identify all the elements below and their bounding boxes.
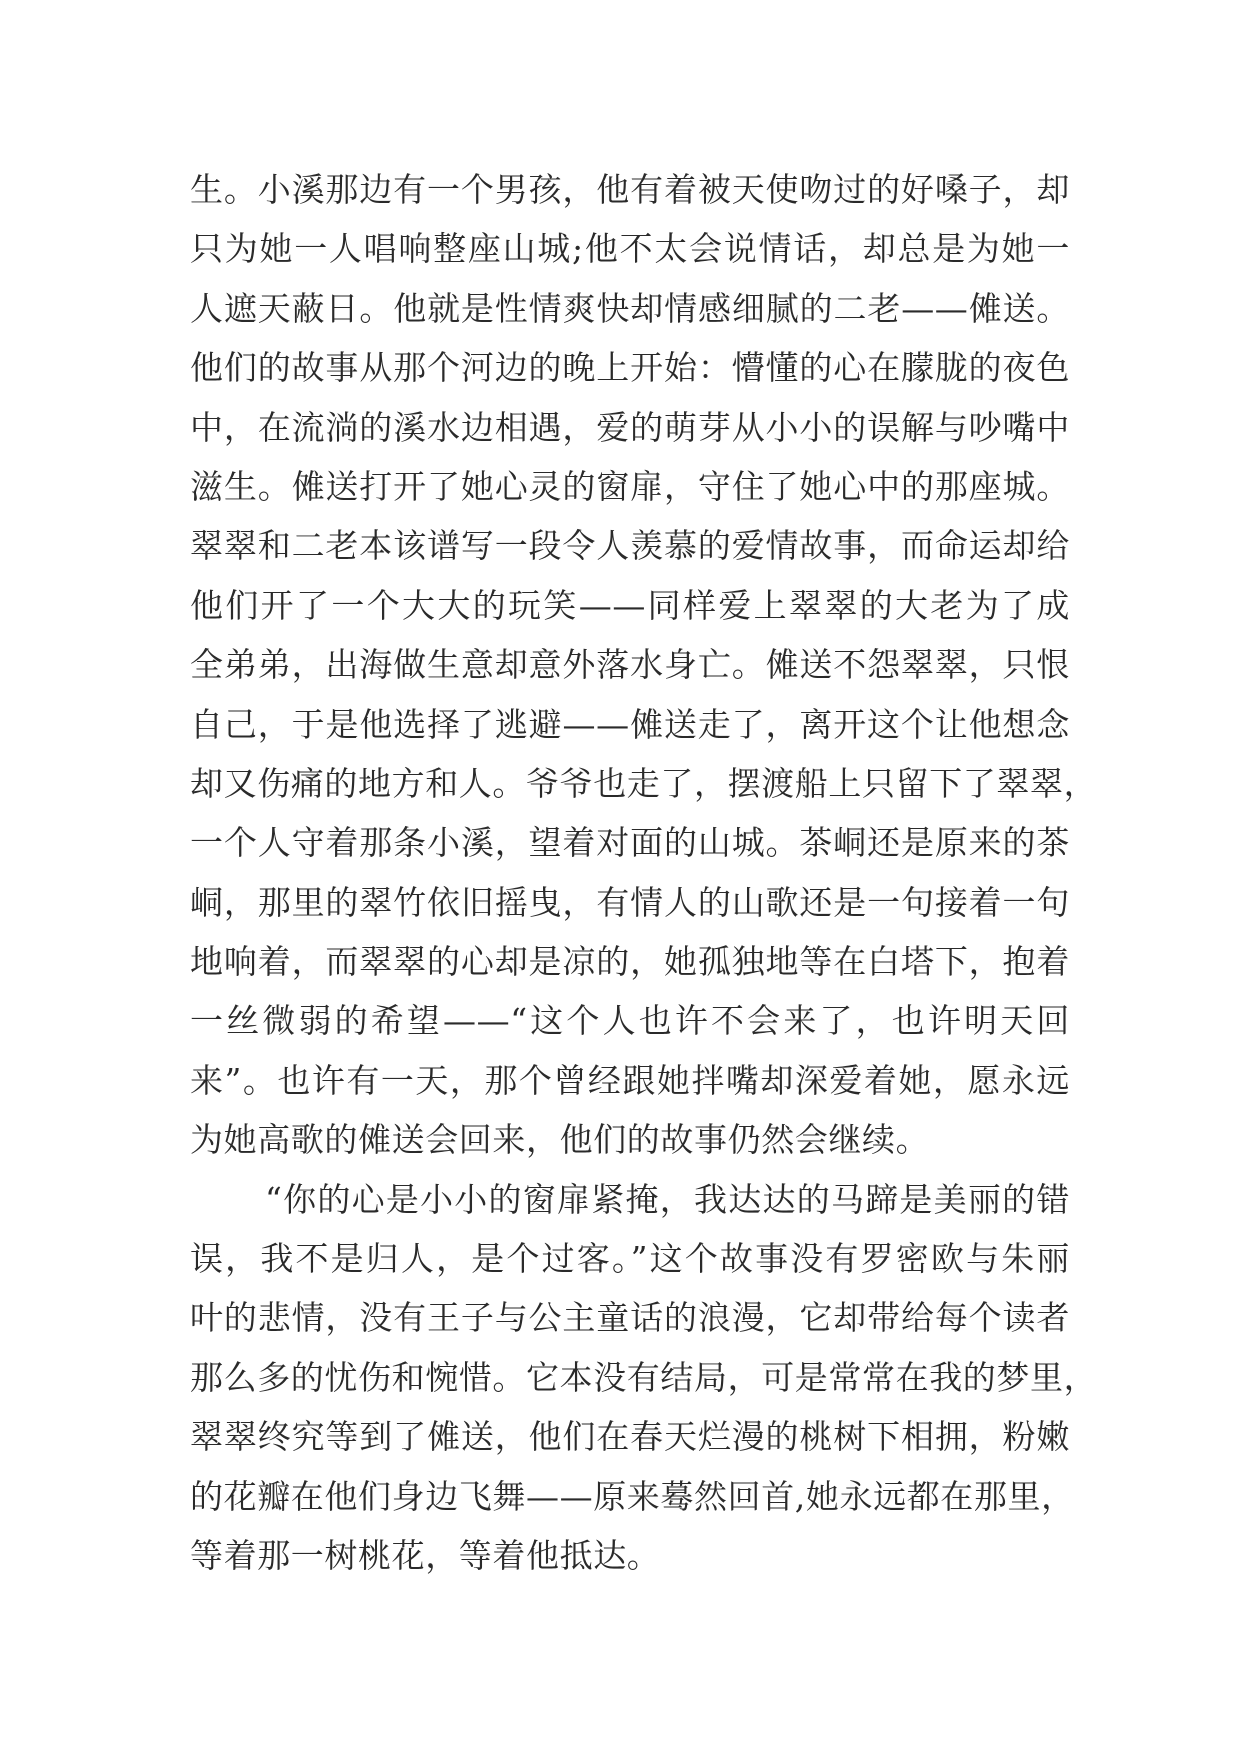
paragraph-1 [190, 160, 1098, 1170]
text-line: 为她高歌的傩送会回来，他们的故事仍然会继续。 [190, 1120, 930, 1160]
text-line: 来”。也许有一天，那个曾经跟她拌嘴却深爱着她，愿永远 [190, 1060, 1070, 1100]
text-line: 只为她一人唱响整座山城;他不太会说情话，却总是为她一 [190, 229, 1070, 269]
text-line: 人遮天蔽日。他就是性情爽快却情感细腻的二老——傩送。 [190, 288, 1070, 328]
text-line: 地响着，而翠翠的心却是凉的，她孤独地等在白塔下，抱着 [190, 942, 1070, 982]
text-line: 全弟弟，出海做生意却意外落水身亡。傩送不怨翠翠，只恨 [190, 645, 1070, 685]
text-line: 他们开了一个大大的玩笑——同样爱上翠翠的大老为了成 [190, 585, 1070, 625]
text-line: 滋生。傩送打开了她心灵的窗扉，守住了她心中的那座城。 [190, 466, 1070, 506]
text-line: 自己，于是他选择了逃避——傩送走了，离开这个让他想念 [190, 704, 1070, 744]
text-line: 峒，那里的翠竹依旧摇曳，有情人的山歌还是一句接着一句 [190, 882, 1070, 922]
text-line: 那么多的忧伤和惋惜。它本没有结局，可是常常在我的梦里， [190, 1357, 1098, 1397]
text-line: 生。小溪那边有一个男孩，他有着被天使吻过的好嗓子，却 [190, 170, 1070, 209]
text-line: 一个人守着那条小溪，望着对面的山城。茶峒还是原来的茶 [190, 823, 1070, 863]
text-line: 叶的悲情，没有王子与公主童话的浪漫，它却带给每个读者 [190, 1298, 1070, 1338]
text-line: 误，我不是归人，是个过客。”这个故事没有罗密欧与朱丽 [190, 1239, 1070, 1279]
paragraph-2 [190, 1170, 1098, 1586]
text-line: 翠翠和二老本该谱写一段令人羡慕的爱情故事，而命运却给 [190, 526, 1070, 566]
text-line: “你的心是小小的窗扉紧掩，我达达的马蹄是美丽的错 [265, 1179, 1070, 1219]
text-line: 翠翠终究等到了傩送，他们在春天烂漫的桃树下相拥，粉嫩 [190, 1417, 1070, 1457]
text-line: 的花瓣在他们身边飞舞——原来蓦然回首,她永远都在那里， [190, 1476, 1075, 1516]
text-line: 等着那一树桃花，等着他抵达。 [190, 1535, 661, 1575]
text-line: 却又伤痛的地方和人。爷爷也走了，摆渡船上只留下了翠翠， [190, 763, 1098, 803]
text-line: 一丝微弱的希望——“这个人也许不会来了，也许明天回 [190, 1001, 1070, 1041]
text-line: 中，在流淌的溪水边相遇，爱的萌芽从小小的误解与吵嘴中 [190, 407, 1070, 447]
body-text [190, 160, 1098, 1585]
text-line: 他们的故事从那个河边的晚上开始：懵懂的心在朦胧的夜色 [190, 348, 1070, 388]
